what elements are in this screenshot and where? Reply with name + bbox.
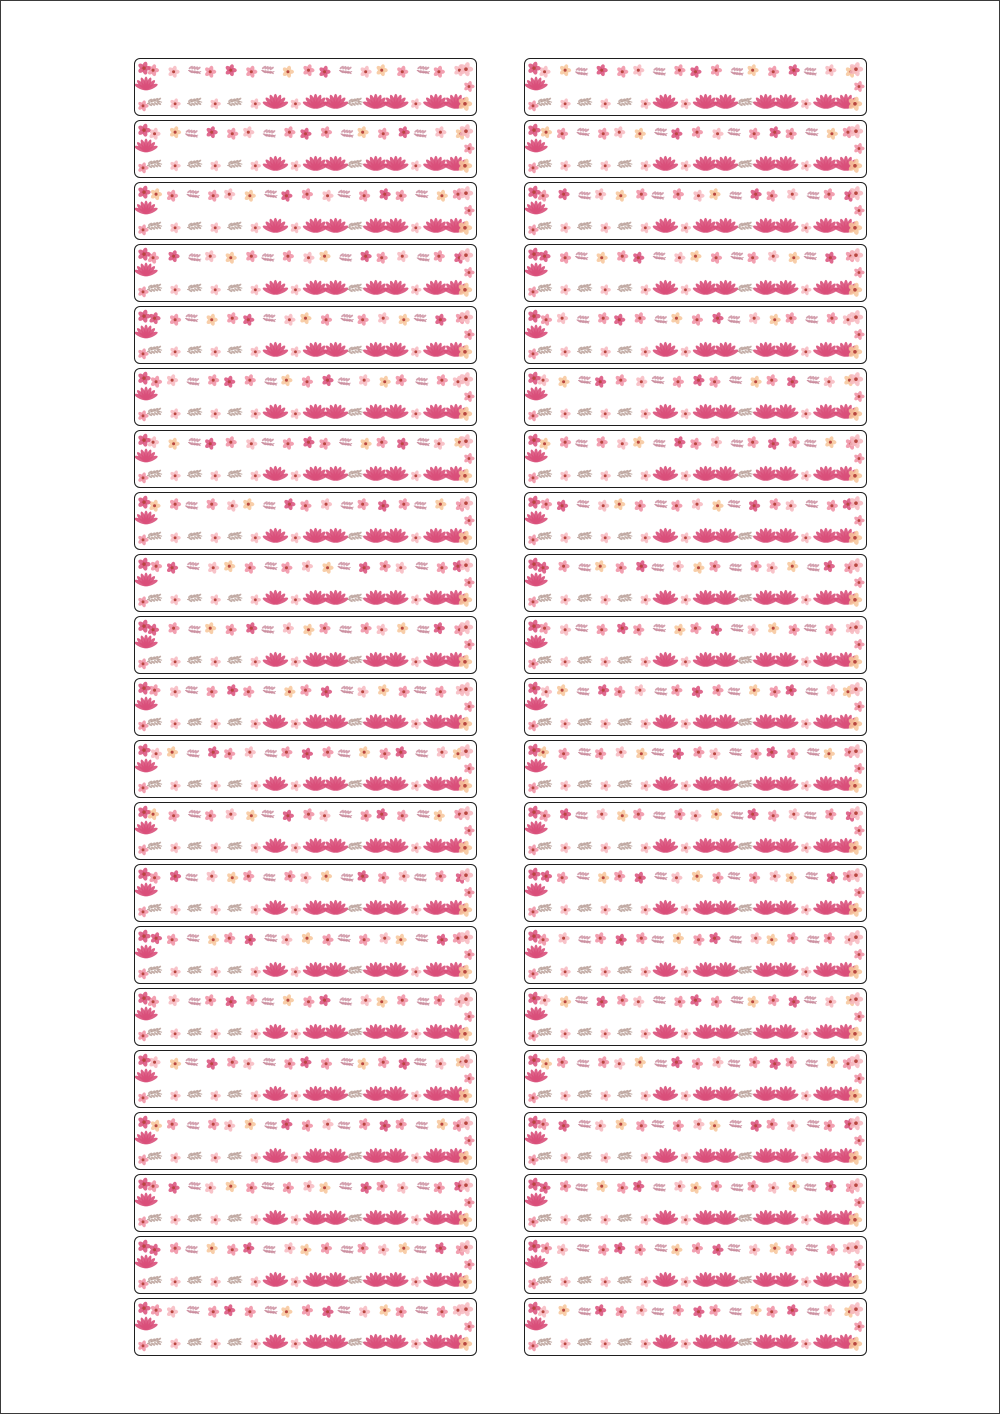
floral-label xyxy=(524,492,867,550)
floral-label xyxy=(134,1174,477,1232)
floral-border-art xyxy=(525,307,866,363)
floral-label xyxy=(524,616,867,674)
floral-label xyxy=(134,492,477,550)
floral-label xyxy=(524,1050,867,1108)
floral-label xyxy=(134,740,477,798)
floral-label xyxy=(524,58,867,116)
floral-label xyxy=(134,58,477,116)
floral-label xyxy=(134,368,477,426)
floral-label xyxy=(134,430,477,488)
floral-border-art xyxy=(525,493,866,549)
floral-border-art xyxy=(135,431,476,487)
floral-label xyxy=(134,864,477,922)
floral-border-art xyxy=(525,927,866,983)
floral-border-art xyxy=(135,1175,476,1231)
floral-label xyxy=(524,926,867,984)
floral-border-art xyxy=(135,245,476,301)
floral-border-art xyxy=(135,1237,476,1293)
floral-label xyxy=(524,306,867,364)
label-column-right xyxy=(524,58,867,1360)
floral-border-art xyxy=(135,1299,476,1355)
floral-border-art xyxy=(525,59,866,115)
floral-label xyxy=(134,554,477,612)
floral-border-art xyxy=(135,59,476,115)
floral-label xyxy=(134,120,477,178)
floral-label xyxy=(134,182,477,240)
floral-label xyxy=(524,1174,867,1232)
floral-border-art xyxy=(525,617,866,673)
label-column-left xyxy=(134,58,477,1360)
floral-border-art xyxy=(525,989,866,1045)
floral-label xyxy=(134,244,477,302)
floral-label xyxy=(134,1050,477,1108)
floral-label xyxy=(524,802,867,860)
floral-border-art xyxy=(135,493,476,549)
floral-border-art xyxy=(135,183,476,239)
floral-label xyxy=(524,1298,867,1356)
floral-border-art xyxy=(135,865,476,921)
floral-label xyxy=(134,1298,477,1356)
floral-border-art xyxy=(525,1113,866,1169)
floral-border-art xyxy=(525,1051,866,1107)
floral-border-art xyxy=(135,555,476,611)
floral-label xyxy=(134,678,477,736)
floral-border-art xyxy=(135,989,476,1045)
floral-label xyxy=(134,1112,477,1170)
floral-border-art xyxy=(525,865,866,921)
floral-label xyxy=(524,182,867,240)
floral-label xyxy=(524,1236,867,1294)
floral-label xyxy=(524,120,867,178)
floral-border-art xyxy=(135,121,476,177)
floral-border-art xyxy=(525,245,866,301)
floral-border-art xyxy=(135,927,476,983)
floral-border-art xyxy=(525,555,866,611)
floral-label xyxy=(524,244,867,302)
floral-border-art xyxy=(135,307,476,363)
floral-border-art xyxy=(525,741,866,797)
floral-label xyxy=(524,678,867,736)
floral-label xyxy=(524,988,867,1046)
floral-border-art xyxy=(525,183,866,239)
floral-border-art xyxy=(135,1113,476,1169)
floral-border-art xyxy=(525,1299,866,1355)
floral-border-art xyxy=(135,679,476,735)
floral-border-art xyxy=(525,1175,866,1231)
floral-border-art xyxy=(135,369,476,425)
floral-label xyxy=(134,926,477,984)
floral-label xyxy=(524,864,867,922)
floral-border-art xyxy=(135,617,476,673)
floral-label xyxy=(134,306,477,364)
floral-border-art xyxy=(525,1237,866,1293)
floral-border-art xyxy=(525,369,866,425)
floral-label xyxy=(134,802,477,860)
floral-label xyxy=(524,430,867,488)
floral-label xyxy=(134,616,477,674)
floral-label xyxy=(524,554,867,612)
floral-label xyxy=(134,988,477,1046)
floral-border-art xyxy=(525,431,866,487)
floral-border-art xyxy=(525,679,866,735)
floral-label xyxy=(134,1236,477,1294)
floral-border-art xyxy=(135,803,476,859)
floral-label xyxy=(524,740,867,798)
floral-border-art xyxy=(135,1051,476,1107)
floral-label xyxy=(524,368,867,426)
floral-border-art xyxy=(525,121,866,177)
floral-border-art xyxy=(135,741,476,797)
floral-label xyxy=(524,1112,867,1170)
floral-border-art xyxy=(525,803,866,859)
